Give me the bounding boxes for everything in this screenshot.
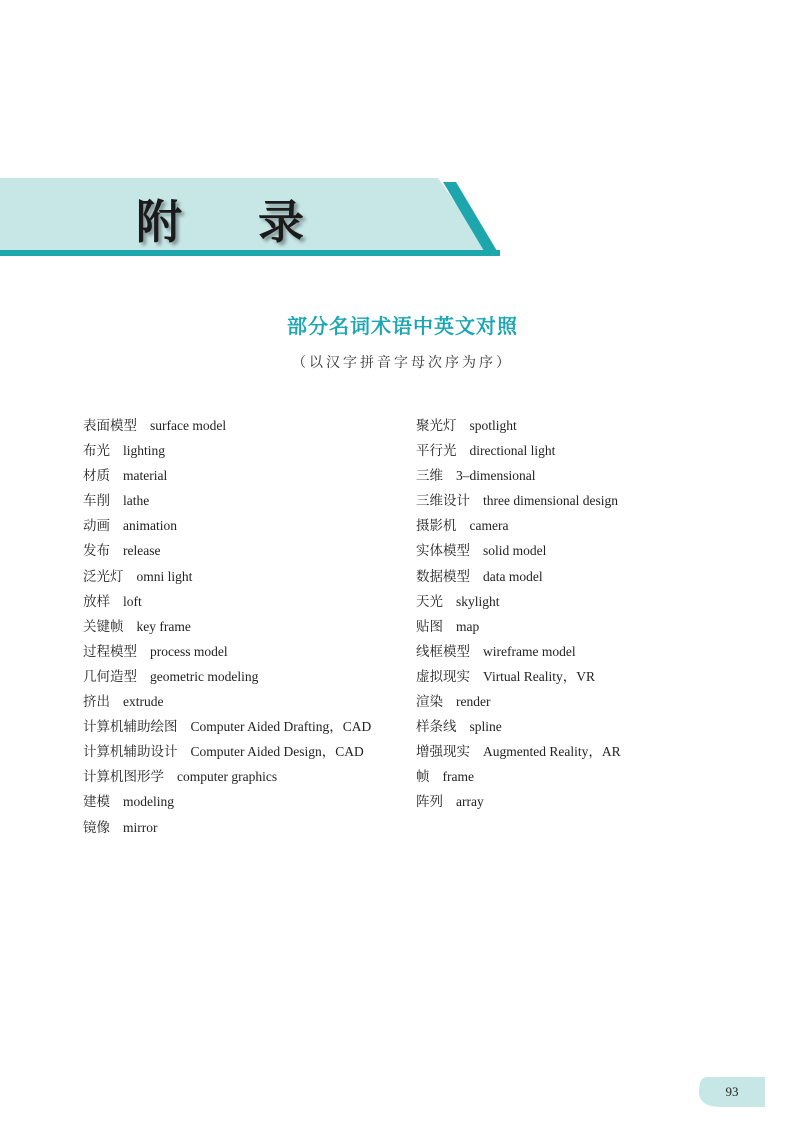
glossary-entry bbox=[416, 663, 621, 688]
term-chinese: 材质 bbox=[83, 468, 110, 485]
term-english: array bbox=[456, 794, 484, 810]
term-english: data model bbox=[483, 568, 543, 584]
glossary-entry bbox=[83, 763, 371, 788]
appendix-title: 附 录 bbox=[136, 195, 335, 249]
term-chinese: 表面模型 bbox=[83, 418, 137, 434]
glossary-entry bbox=[83, 588, 371, 613]
term-chinese: 帧 bbox=[416, 769, 430, 786]
term-english: animation bbox=[123, 518, 177, 534]
glossary-entry bbox=[83, 437, 371, 462]
term-english: loft bbox=[123, 593, 142, 609]
term-english: Virtual Reality，VR bbox=[483, 668, 596, 684]
glossary-entry bbox=[416, 462, 621, 487]
term-english: 3–dimensional bbox=[456, 468, 536, 484]
glossary-entry bbox=[416, 412, 621, 437]
glossary-entry bbox=[83, 663, 371, 688]
section-subtitle: （以汉字拼音字母次序为序） bbox=[292, 355, 513, 371]
term-english: modeling bbox=[123, 794, 174, 810]
glossary-entry bbox=[83, 638, 371, 663]
term-english: material bbox=[123, 468, 168, 484]
term-chinese: 三维 bbox=[416, 468, 443, 485]
term-chinese: 放样 bbox=[83, 593, 110, 610]
term-english: release bbox=[123, 543, 161, 559]
term-chinese: 计算机辅助绘图 bbox=[83, 719, 178, 736]
glossary-right-column bbox=[416, 412, 621, 814]
glossary-entry bbox=[83, 814, 371, 839]
term-chinese: 动画 bbox=[83, 518, 110, 535]
glossary-entry bbox=[416, 588, 621, 613]
term-chinese: 关键帧 bbox=[83, 618, 124, 635]
glossary-entry bbox=[83, 688, 371, 713]
term-chinese: 数据模型 bbox=[416, 568, 470, 585]
glossary-entry bbox=[83, 738, 371, 763]
term-chinese: 线框模型 bbox=[416, 643, 470, 660]
term-chinese: 几何造型 bbox=[83, 668, 137, 685]
term-chinese: 增强现实 bbox=[416, 744, 470, 761]
glossary-entry bbox=[83, 537, 371, 562]
term-english: process model bbox=[150, 643, 228, 659]
glossary-entry bbox=[416, 613, 621, 638]
glossary-entry bbox=[416, 763, 621, 788]
term-chinese: 贴图 bbox=[416, 618, 443, 635]
glossary-entry bbox=[416, 713, 621, 738]
term-chinese: 样条线 bbox=[416, 719, 457, 736]
glossary-entry bbox=[83, 487, 371, 512]
term-chinese: 过程模型 bbox=[83, 643, 137, 660]
glossary-entry bbox=[416, 537, 621, 562]
term-english: Augmented Reality，AR bbox=[483, 744, 621, 760]
page-number: 93 bbox=[725, 1084, 739, 1099]
glossary-entry bbox=[416, 437, 621, 462]
glossary-entry bbox=[416, 638, 621, 663]
term-english: Computer Aided Drafting，CAD bbox=[190, 719, 372, 735]
term-english: skylight bbox=[456, 593, 500, 609]
term-chinese: 发布 bbox=[83, 543, 110, 560]
term-chinese: 挤出 bbox=[83, 694, 110, 711]
term-english: lighting bbox=[123, 443, 166, 459]
term-chinese: 阵列 bbox=[416, 794, 443, 811]
glossary-entry bbox=[83, 462, 371, 487]
term-english: geometric modeling bbox=[150, 668, 259, 684]
term-chinese: 虚拟现实 bbox=[416, 668, 470, 685]
term-chinese: 计算机图形学 bbox=[83, 769, 164, 786]
term-chinese: 摄影机 bbox=[416, 518, 457, 535]
term-english: key frame bbox=[136, 618, 191, 634]
term-english: Computer Aided Design，CAD bbox=[190, 744, 364, 760]
term-chinese: 聚光灯 bbox=[416, 418, 457, 434]
glossary-entry bbox=[83, 788, 371, 813]
glossary-entry bbox=[83, 563, 371, 588]
glossary-entry bbox=[83, 512, 371, 537]
section-title: 部分名词术语中英文对照 bbox=[287, 314, 518, 338]
glossary-left-column bbox=[83, 412, 371, 839]
term-english: directional light bbox=[469, 443, 556, 459]
term-chinese: 计算机辅助设计 bbox=[83, 744, 178, 761]
glossary-entry bbox=[416, 788, 621, 813]
term-chinese: 平行光 bbox=[416, 443, 457, 460]
glossary-entry bbox=[83, 613, 371, 638]
term-english: spline bbox=[469, 719, 502, 735]
term-english: computer graphics bbox=[177, 769, 278, 785]
term-english: spotlight bbox=[469, 418, 517, 433]
term-chinese: 天光 bbox=[416, 593, 443, 610]
term-english: lathe bbox=[123, 493, 150, 509]
glossary-entry bbox=[416, 487, 621, 512]
term-english: omni light bbox=[136, 568, 193, 584]
term-english: surface model bbox=[150, 418, 227, 433]
glossary-entry bbox=[83, 412, 371, 437]
term-chinese: 实体模型 bbox=[416, 543, 470, 560]
glossary-entry bbox=[416, 512, 621, 537]
term-chinese: 建模 bbox=[83, 794, 110, 811]
page-number-badge bbox=[699, 1077, 765, 1107]
term-chinese: 布光 bbox=[83, 443, 110, 460]
glossary-entry bbox=[83, 713, 371, 738]
term-english: wireframe model bbox=[483, 643, 576, 659]
term-english: frame bbox=[442, 769, 474, 785]
term-english: extrude bbox=[123, 694, 164, 710]
term-english: render bbox=[456, 694, 491, 710]
glossary-entry bbox=[416, 738, 621, 763]
term-english: camera bbox=[469, 518, 509, 534]
term-chinese: 渲染 bbox=[416, 694, 443, 711]
term-english: three dimensional design bbox=[483, 493, 618, 509]
term-chinese: 镜像 bbox=[83, 819, 110, 836]
term-english: map bbox=[456, 618, 480, 634]
term-chinese: 三维设计 bbox=[416, 493, 470, 510]
glossary-entry bbox=[416, 688, 621, 713]
term-chinese: 泛光灯 bbox=[83, 568, 124, 585]
term-english: mirror bbox=[123, 819, 158, 835]
term-chinese: 车削 bbox=[83, 493, 110, 510]
glossary-entry bbox=[416, 563, 621, 588]
term-english: solid model bbox=[483, 543, 547, 559]
